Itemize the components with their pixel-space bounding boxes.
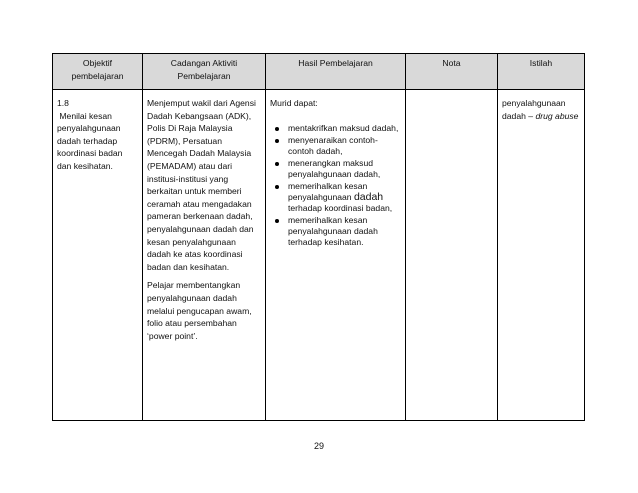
cell-activity [143, 90, 266, 421]
page-number: 29 [313, 441, 324, 451]
header-objective-line1: Objektif [82, 58, 113, 68]
cell-nota [406, 90, 498, 421]
outcome-text-pre: memerihalkan kesan penyalahgunaan [288, 180, 368, 202]
objective-text-content: Menilai kesan penyalahgunaan dadah terhadap koordinasi badan dan kesihatan. [57, 110, 123, 171]
list-item: menerangkan maksud penyalahgunaan dadah, [285, 158, 401, 180]
nota-content [406, 90, 497, 101]
header-nota: Nota [406, 54, 498, 90]
term-malay: penyalahgunaan dadah – [502, 98, 566, 121]
header-term: Istilah [498, 54, 585, 90]
header-activity [143, 54, 266, 90]
list-item: mentakrifkan maksud dadah, [285, 123, 401, 134]
header-outcomes: Hasil Pembelajaran [266, 54, 406, 90]
header-objective [53, 54, 143, 90]
cell-objective [53, 90, 143, 421]
header-activity-line1: Cadangan Aktiviti [170, 58, 238, 68]
term-english: drug abuse [535, 110, 579, 121]
outcomes-list [270, 123, 401, 248]
cell-outcomes [266, 90, 406, 421]
list-item: memerihalkan kesan penyalahgunaan dadah terhadap kesihatan. [285, 215, 401, 248]
outcome-text-emphasis: dadah [353, 190, 384, 203]
cell-term [498, 90, 585, 421]
term-entry [502, 97, 580, 122]
objective-number: 1.8 [57, 98, 69, 108]
outcome-text-post: terhadap koordinasi badan, [288, 202, 393, 213]
activity-paragraph-1: Menjemput wakil dari Agensi Dadah Kebangsaan (ADK), Polis Di Raja Malaysia (PDRM), Persatuan Mencegah Dadah Malaysia (PEMADAM) atau dari institusi-institusi yang berkaitan untuk memberi ceramah atau mengadakan pameran berkenaan dadah, penyalahgunaan dadah dan kesan penyalahgunaan dadah ke atas koordinasi badan dan kesihatan. [147, 98, 256, 272]
table-row [53, 90, 585, 421]
table-header-row [53, 54, 585, 90]
outcomes-intro: Murid dapat: [270, 98, 318, 108]
activity-paragraph-2: Pelajar membentangkan penyalahgunaan dadah melalui pengucapan awam, folio atau persembahan ‘power point’. [147, 280, 252, 341]
curriculum-table [52, 53, 585, 421]
objective-text [57, 110, 138, 173]
header-activity-line2: Pembelajaran [177, 71, 231, 81]
header-objective-line2: pembelajaran [71, 71, 124, 81]
list-item [285, 181, 401, 214]
list-item: menyenaraikan contoh-contoh dadah, [285, 135, 401, 157]
